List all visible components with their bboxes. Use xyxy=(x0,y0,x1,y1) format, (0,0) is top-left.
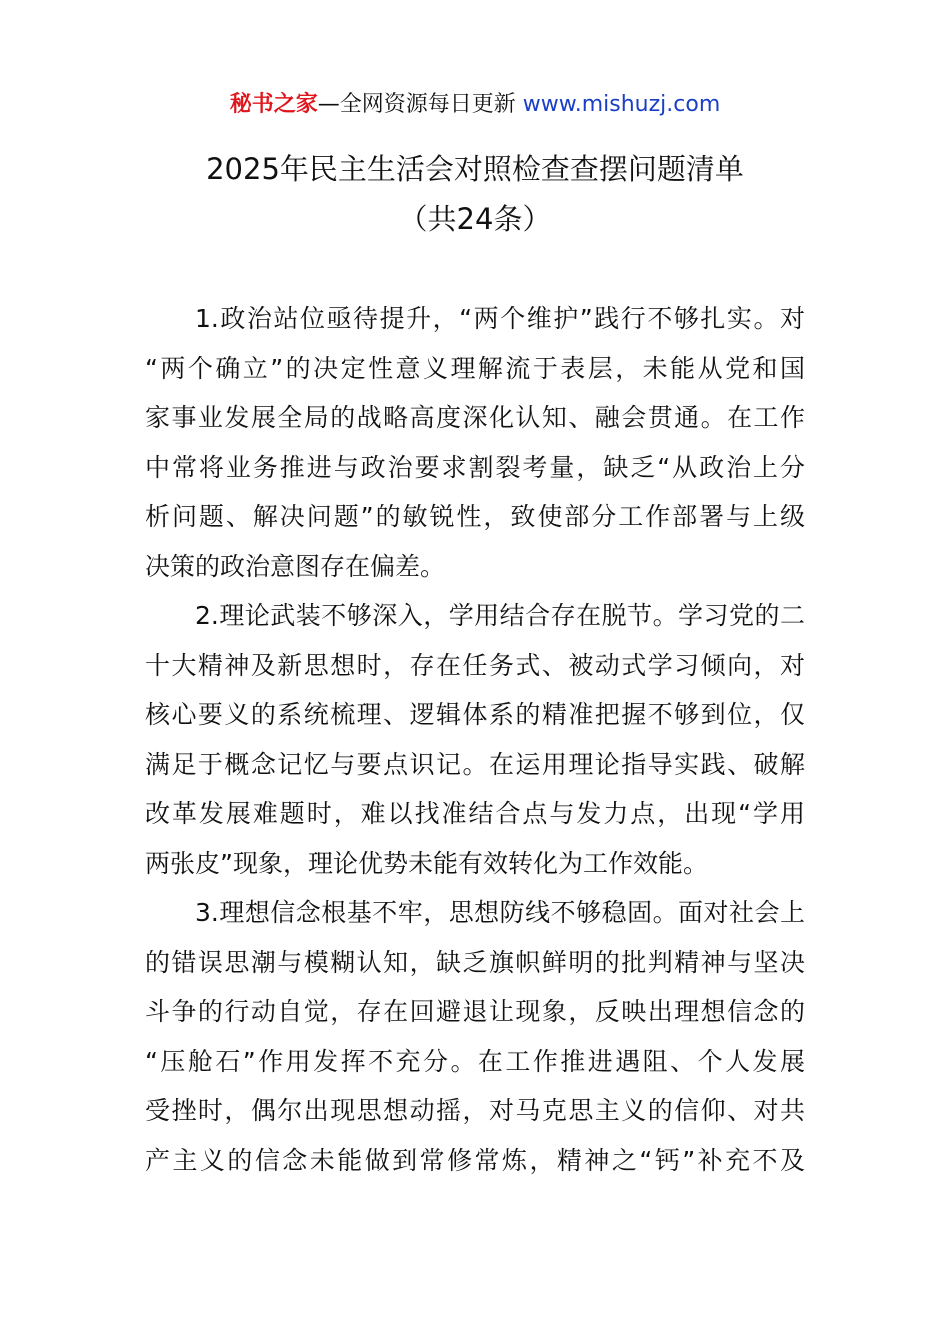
paragraph-2-line: 改革发展难题时，难以找准结合点与发力点，出现“学用 xyxy=(145,799,805,828)
paragraph-1-line: 决策的政治意图存在偏差。 xyxy=(145,551,446,581)
paragraph-1-line: 中常将业务推进与政治要求割裂考量，缺乏“从政治上分 xyxy=(145,452,805,482)
paragraph-2-line: 核心要义的系统梳理、逻辑体系的精准把握不够到位，仅 xyxy=(145,700,805,729)
paragraph-3-line: 斗争的行动自觉，存在回避退让现象，反映出理想信念的 xyxy=(145,997,805,1026)
brand-name: 秘书之家 xyxy=(229,92,318,117)
document-title: 2025年民主生活会对照检查查摆问题清单 xyxy=(206,152,744,186)
paragraph-1-line: 家事业发展全局的战略高度深化认知、融会贯通。在工作 xyxy=(145,403,805,432)
paragraph-2-line: 十大精神及新思想时，存在任务式、被动式学习倾向，对 xyxy=(145,650,805,680)
paragraph-1-line: “两个确立”的决定性意义理解流于表层，未能从党和国 xyxy=(145,353,805,383)
paragraph-1-line: 析问题、解决问题”的敏锐性，致使部分工作部署与上级 xyxy=(145,502,805,531)
paragraph-2-line: 满足于概念记忆与要点识记。在运用理论指导实践、破解 xyxy=(145,749,805,779)
header-tagline: —全网资源每日更新 xyxy=(317,92,516,117)
paragraph-1-line: 1.政治站位亟待提升，“两个维护”践行不够扎实。对 xyxy=(195,304,805,333)
site-header xyxy=(0,88,950,122)
document-subtitle: （共24条） xyxy=(398,202,552,236)
paragraph-3-line: 受挫时，偶尔出现思想动摇，对马克思主义的信仰、对共 xyxy=(145,1096,805,1125)
paragraph-2-line: 两张皮”现象，理论优势未能有效转化为工作效能。 xyxy=(145,848,708,878)
paragraph-3-line: 的错误思潮与模糊认知，缺乏旗帜鲜明的批判精神与坚决 xyxy=(145,947,805,977)
paragraph-3-line: “压舱石”作用发挥不充分。在工作推进遇阻、个人发展 xyxy=(145,1046,805,1076)
site-url-link[interactable]: www.mishuzj.com xyxy=(522,92,721,117)
paragraph-3-line: 产主义的信念未能做到常修常炼，精神之“钙”补充不及 xyxy=(145,1145,805,1175)
paragraph-2-line: 2.理论武装不够深入，学用结合存在脱节。学习党的二 xyxy=(195,601,805,630)
paragraph-3-line: 3.理想信念根基不牢，思想防线不够稳固。面对社会上 xyxy=(195,898,805,927)
document-body xyxy=(145,294,805,1185)
